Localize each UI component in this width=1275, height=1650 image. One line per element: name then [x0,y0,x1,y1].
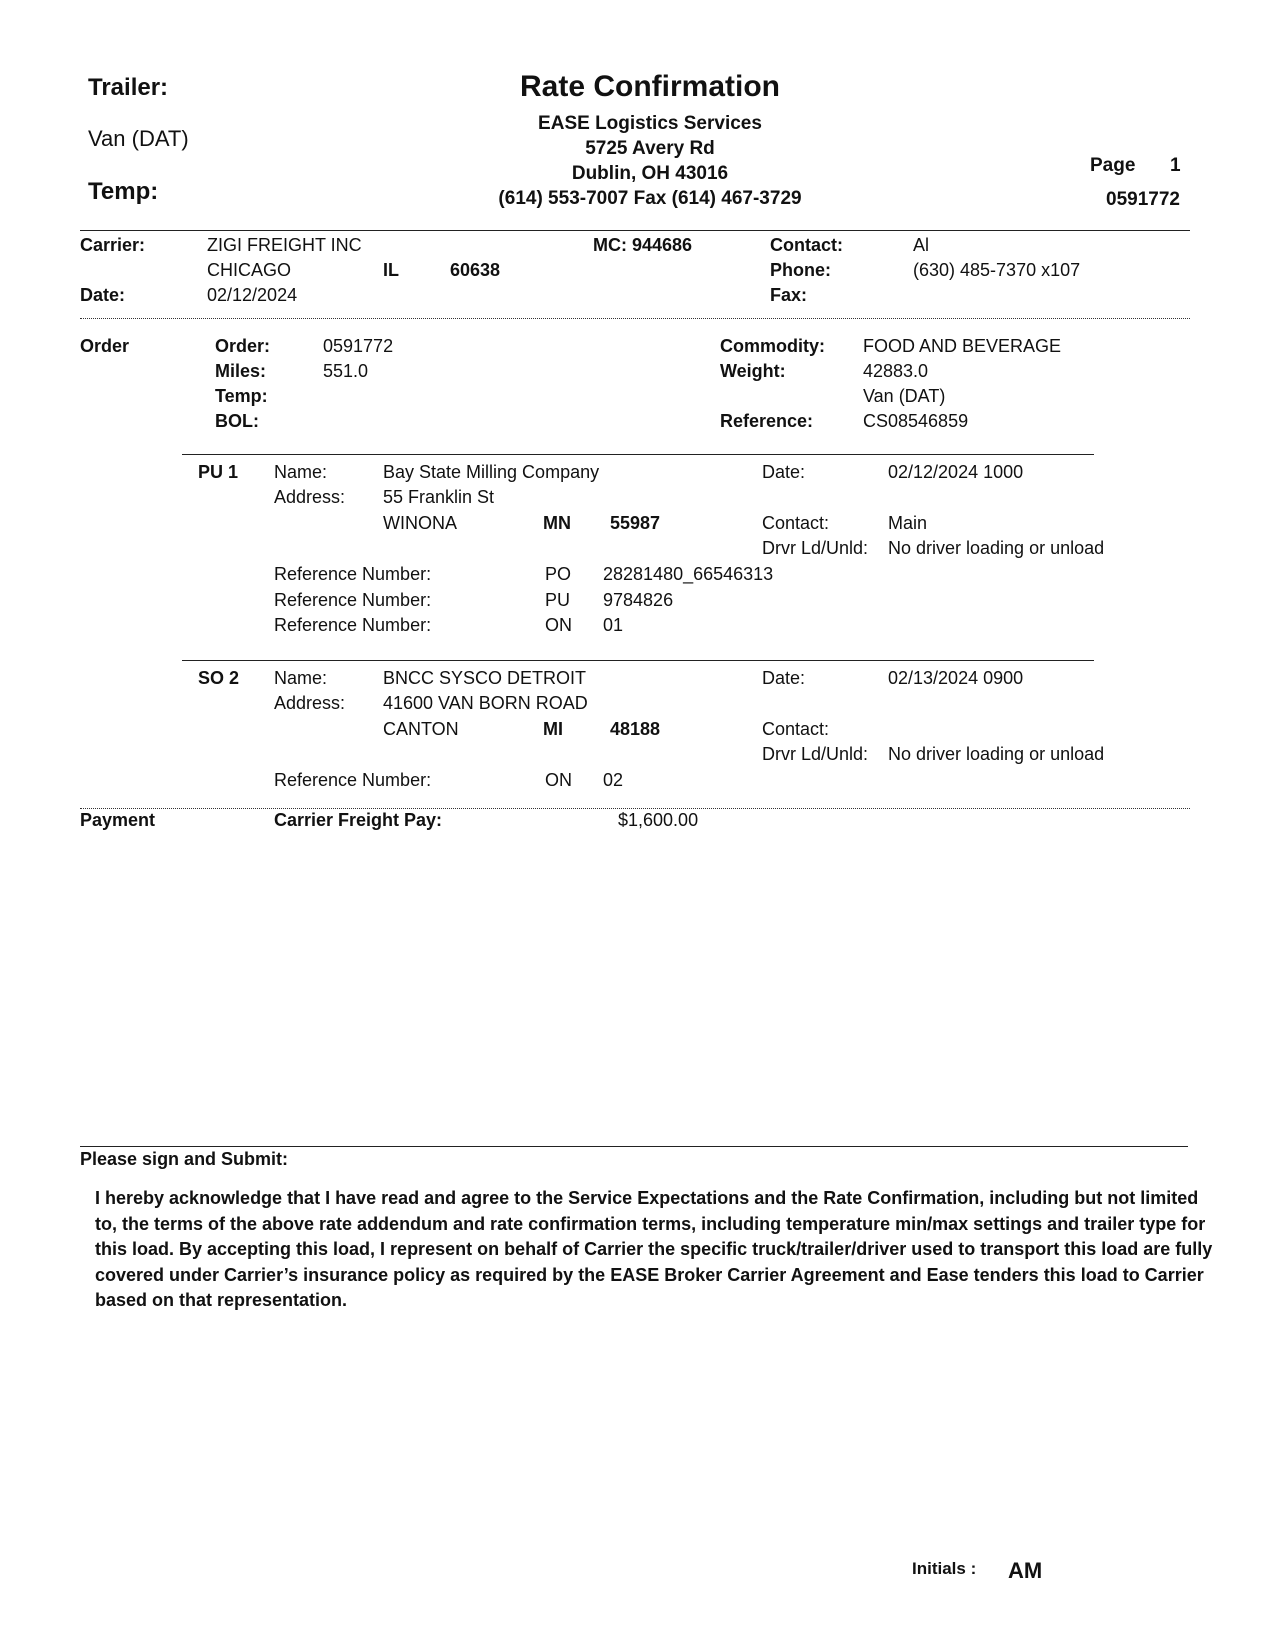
payment-section-label: Payment [80,810,156,830]
carrier-contact: Al [913,235,930,255]
stop2-zip: 48188 [610,719,661,739]
document-title: Rate Confirmation [519,70,780,103]
stop1-driver-label: Drvr Ld/Unld: [762,538,869,558]
bol-label: BOL: [215,411,259,431]
stop2-city: CANTON [383,719,459,739]
company-name: EASE Logistics Services [538,113,762,134]
commodity-label: Commodity: [720,336,825,356]
reference-label: Reference: [720,411,814,431]
page-label: Page [1090,155,1136,176]
initials-value: AM [1008,1558,1043,1583]
weight-value: 42883.0 [863,361,929,381]
stop1-ref1-type: PO [545,564,572,584]
trailer-value: Van (DAT) [88,126,189,151]
date-label: Date: [80,285,126,305]
stop1-ref3-value: 01 [603,615,624,635]
carrier-contact-label: Contact: [770,235,843,255]
acknowledgement-text: I hereby acknowledge that I have read and agree to the Service Expectations and the Rate Confirmation, including but not limited to, the terms of the above rate addendum and rate confirmation terms, including temperature min/max settings and trailer type for this load. By accepting this load, I represent on behalf of Carrier the specific truck/trailer/driver used to transport this load are fully covered under Carrier’s insurance policy as required by the EASE Broker Carrier Agreement and Ease tenders this load to Carrier based on that representation. [95,1188,1213,1310]
miles-label: Miles: [215,361,267,381]
stop1-city: WINONA [383,513,457,533]
stop2-ref1-type: ON [545,770,572,790]
stop1-street: 55 Franklin St [383,487,495,507]
date-value: 02/12/2024 [207,285,298,305]
stop2-driver-label: Drvr Ld/Unld: [762,744,869,764]
stop1-date: 02/12/2024 1000 [888,462,1024,482]
stop1-ref2-label: Reference Number: [274,590,432,610]
weight-label: Weight: [720,361,786,381]
order-number: 0591772 [323,336,394,356]
freight-pay-label: Carrier Freight Pay: [274,810,443,830]
stop1-date-label: Date: [762,462,806,482]
freight-pay-amount: $1,600.00 [618,810,699,830]
stop2-name-label: Name: [274,668,328,688]
reference-value: CS08546859 [863,411,969,431]
stop1-ref2-type: PU [545,590,571,610]
carrier-name: ZIGI FREIGHT INC [207,235,362,255]
stop1-address-label: Address: [274,487,346,507]
carrier-divider [80,318,1190,319]
stop2-address-label: Address: [274,693,346,713]
stop1-ref2-value: 9784826 [603,590,674,610]
temp-label: Temp: [88,178,159,205]
company-address-line1: 5725 Avery Rd [585,138,715,159]
carrier-phone: (630) 485-7370 x107 [913,260,1081,280]
carrier-mc-number: MC: 944686 [593,235,693,255]
stop1-contact-label: Contact: [762,513,830,533]
stop2-state: MI [543,719,563,739]
stop1-code: PU 1 [198,462,239,482]
stop2-name: BNCC SYSCO DETROIT [383,668,587,688]
stop1-contact: Main [888,513,928,533]
stop1-driver-value: No driver loading or unload [888,538,1105,558]
stop1-name: Bay State Milling Company [383,462,600,482]
equipment-value: Van (DAT) [863,386,946,406]
stop2-divider [182,660,1094,661]
stop1-zip: 55987 [610,513,661,533]
stop2-contact-label: Contact: [762,719,830,739]
stop2-street: 41600 VAN BORN ROAD [383,693,588,713]
commodity-value: FOOD AND BEVERAGE [863,336,1062,356]
stop1-name-label: Name: [274,462,328,482]
stop1-divider [182,454,1094,455]
stop2-date: 02/13/2024 0900 [888,668,1024,688]
stop2-date-label: Date: [762,668,806,688]
carrier-city: CHICAGO [207,260,292,280]
stop2-ref1-label: Reference Number: [274,770,432,790]
document-number: 0591772 [1106,189,1180,210]
stop2-code: SO 2 [198,668,240,688]
carrier-fax-label: Fax: [770,285,808,305]
carrier-state: IL [383,260,399,280]
company-phone-fax: (614) 553-7007 Fax (614) 467-3729 [498,188,802,209]
trailer-label: Trailer: [88,74,169,101]
miles-value: 551.0 [323,361,369,381]
stop2-ref1-value: 02 [603,770,624,790]
company-address-line2: Dublin, OH 43016 [571,163,729,184]
stop1-ref1-value: 28281480_66546313 [603,564,774,584]
header-divider [80,230,1190,231]
page-number: 1 [1170,155,1181,176]
payment-divider [80,808,1190,809]
initials-label: Initials : [912,1559,977,1578]
stop1-ref3-label: Reference Number: [274,615,432,635]
carrier-zip: 60638 [450,260,501,280]
order-section-label: Order [80,336,130,356]
stop2-driver-value: No driver loading or unload [888,744,1105,764]
order-number-label: Order: [215,336,271,356]
order-temp-label: Temp: [215,386,268,406]
carrier-phone-label: Phone: [770,260,831,280]
sign-heading: Please sign and Submit: [80,1149,289,1169]
stop1-ref3-type: ON [545,615,572,635]
sign-divider [80,1146,1188,1147]
stop1-state: MN [543,513,571,533]
carrier-label: Carrier: [80,235,146,255]
stop1-ref1-label: Reference Number: [274,564,432,584]
